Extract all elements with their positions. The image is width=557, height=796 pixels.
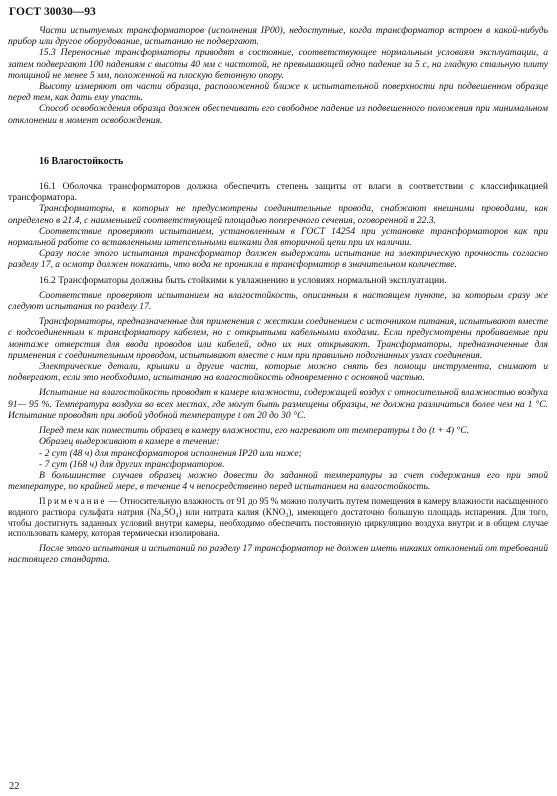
- paragraph-16-1: 16.1 Оболочка трансформаторов должна обеспечить степень защиты от влаги в соответствии с классификацией трансформатора.: [8, 181, 548, 204]
- paragraph-height-measure: Высоту измеряют от части образца, расположенной ближе к испытательной поверхности при подвешенном образце перед тем, как дать ему упасть.: [8, 81, 548, 104]
- document-body: [8, 25, 548, 565]
- paragraph-cable-entries: Трансформаторы, предназначенные для применения с жестким соединением с источником питания, испытывают вместе с подсоединенным к трансформатору кабелем, но с открытыми кабельными входами. Если предусмотрены пробиваемые при монтаже отверстия для ввода проводов или кабелей, одно их них открывают. Трансформаторы, предназначенные для применения с соединительным проводом, испытывают вместе с ним при правильно подогнанных узлах соединения.: [8, 316, 548, 361]
- paragraph-removable-parts: Электрические детали, крышки и другие части, которые можно снять без помощи инструмента, снимают и подвергают, если это необходимо, испытанию на влагостойкость одновременно с основной частью.: [8, 361, 548, 384]
- paragraph-temperature-conditioning: В большинстве случаев образец можно довести до заданной температуры за счет содержания его при этой температуре, по крайней мере, в течение 4 ч непосредственно перед испытанием на влагостойкость.: [8, 469, 548, 493]
- paragraph-external-wires: Трансформаторы, в которых не предусмотрены соединительные провода, снабжают внешними проводами, как определено в 21.4, с наименьшей соответствующей площадью поперечного сечения, оговоренной в 22.3.: [8, 203, 548, 226]
- paragraph-16-2: 16.2 Трансформаторы должны быть стойкими к увлажнению в условиях нормальной эксплуатации.: [39, 274, 447, 286]
- paragraph-duration-intro: Образец выдерживают в камере в течение:: [39, 436, 220, 448]
- paragraph-15-3: 15.3 Переносные трансформаторы приводят в состояние, соответствующее нормальным условиям эксплуатации, а затем подвергают 100 падениям с высоты 40 мм с частотой, не превышающей одно падение за 5 с, на гладкую стальную плиту толщиной не менее 5 мм, положенной на плоскую бетонную опору.: [8, 47, 548, 81]
- paragraph-ip00-parts: Части испытуемых трансформаторов (исполнения IP00), недоступные, когда трансформатор встроен в какой-нибудь прибор или другое оборудование, испытанию не подвергают.: [8, 25, 548, 48]
- paragraph-humidity-chamber: Испытание на влагостойкость проводят в камере влажности, содержащей воздух с относительной влажностью воздуха 91— 95 %. Температура воздуха во всех местах, где могут быть размещены образцы, не должна различаться более чем на 1 °С. Испытание проводят при любой удобной температуре t от 20 до 30 °С.: [8, 387, 548, 421]
- list-item-ip20: - 2 сут (48 ч) для трансформаторов исполнения IP20 или ниже;: [39, 447, 302, 459]
- paragraph-preheat: Перед тем как поместить образец в камеру влажности, его нагревают от температуры t до (t + 4) °С.: [39, 425, 470, 437]
- note-text: — Относительную влажность от 91 до 95 % можно получить путем помещения в камеру влажности насыщенного водного раствора сульфата натрия (Na₂SO₄) или нитрата калия (KNO₃), имеющего достаточно большую площадь испарения. Для того, чтобы достигнуть заданных условий внутри камеры, необходимо обеспечить постоянную циркуляцию воздуха внутри и в общем случае использовать камеру, которая термически изолирована.: [8, 496, 548, 539]
- page-number: 22: [9, 781, 20, 792]
- paragraph-final-requirement: После этого испытания и испытаний по разделу 17 трансформатор не должен иметь никаких отклонений от требований настоящего стандарта.: [8, 542, 548, 565]
- note-paragraph: [8, 496, 548, 538]
- paragraph-gost-14254: Соответствие проверяют испытанием, установленным в ГОСТ 14254 при установке трансформаторов как при нормальной работе со вставленными штепсельными вилками для вторичной цепи при их наличии.: [8, 225, 548, 249]
- note-label: Примечание: [39, 496, 107, 507]
- section-heading-16: 16 Влагостойкость: [39, 155, 124, 167]
- paragraph-humidity-check: Соответствие проверяют испытанием на влагостойкость, описанным в настоящем пункте, за которым сразу же следуют испытания по разделу 17.: [8, 289, 548, 313]
- list-item-other: - 7 сут (168 ч) для других трансформаторов.: [39, 458, 225, 470]
- paragraph-release-method: Способ освобождения образца должен обеспечивать его свободное падение из подвешенного положения при минимальном отклонении в момент освобождения.: [8, 103, 548, 126]
- document-header: ГОСТ 30030—93: [9, 6, 96, 18]
- paragraph-dielectric-test: Сразу после этого испытания трансформатор должен выдержать испытание на электрическую прочность согласно разделу 17, а осмотр должен показать, что вода не проникла в трансформатор в значительном количестве.: [8, 248, 548, 271]
